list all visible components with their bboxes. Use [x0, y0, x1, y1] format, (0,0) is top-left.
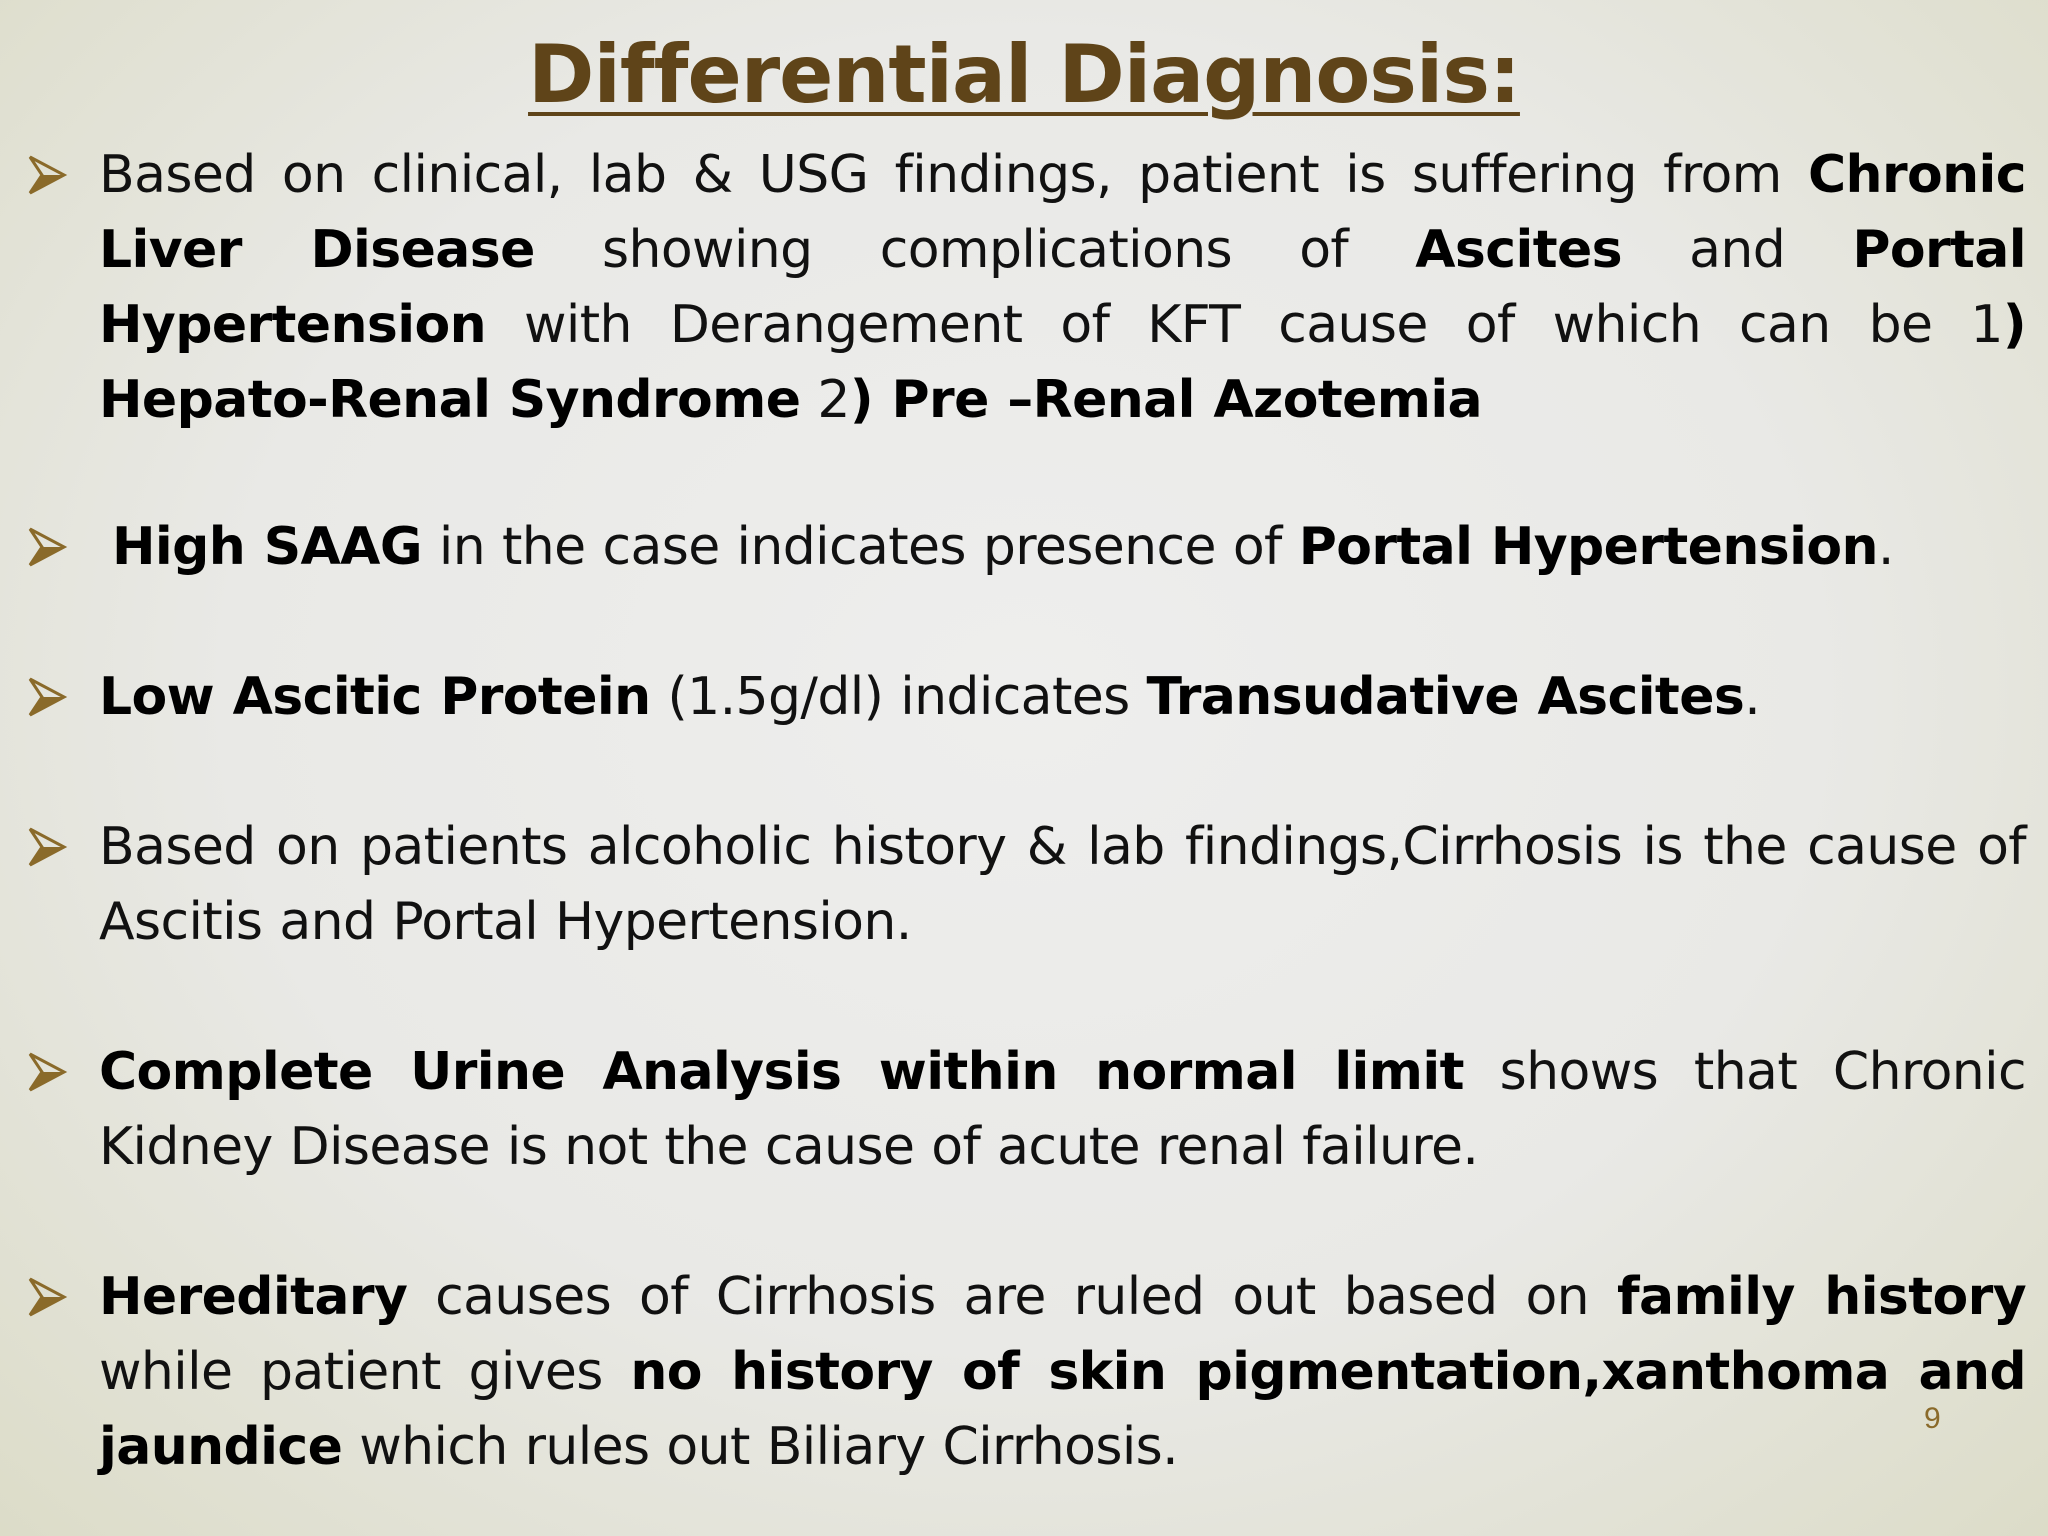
arrowhead-bullet-icon — [26, 1051, 68, 1093]
arrowhead-bullet-icon-graphic — [26, 826, 68, 868]
text-segment: while patient gives — [99, 1342, 631, 1402]
text-segment: with Derangement of KFT cause of which can be 1 — [486, 295, 2003, 355]
arrowhead-bullet-icon — [26, 676, 68, 718]
bold-text-segment: ) Hepato-Renal Syndrome — [99, 295, 2026, 430]
text-segment: (1.5g/dl) indicates — [650, 667, 1147, 727]
arrowhead-bullet-icon — [26, 154, 68, 196]
bold-text-segment: Complete Urine Analysis within normal limit — [99, 1042, 1464, 1102]
bold-text-segment: Low Ascitic Protein — [99, 667, 651, 727]
text-segment: and — [1622, 220, 1853, 280]
arrowhead-bullet-icon-graphic — [26, 676, 68, 718]
bold-text-segment: Ascites — [1415, 220, 1622, 280]
text-segment: showing complications of — [534, 220, 1416, 280]
bold-text-segment: Transudative Ascites — [1146, 667, 1745, 727]
arrowhead-bullet-icon — [26, 1276, 68, 1318]
text-segment: 2 — [800, 370, 850, 430]
text-segment: which rules out Biliary Cirrhosis. — [342, 1417, 1179, 1477]
bold-text-segment: Chronic Liver Disease — [99, 145, 2026, 280]
bold-text-segment: Hereditary — [99, 1267, 408, 1327]
text-segment: causes of Cirrhosis are ruled out based on — [407, 1267, 1617, 1327]
text-segment: in the case indicates presence of — [421, 517, 1299, 577]
arrowhead-bullet-icon-graphic — [26, 1051, 68, 1093]
bold-text-segment: family history — [1616, 1267, 2026, 1327]
bullet-text — [112, 510, 2026, 585]
text-segment: Based on clinical, lab & USG findings, patient is suffering from — [99, 145, 1808, 205]
bold-text-segment: no history of skin pigmentation,xanthoma and jaundice — [99, 1342, 2027, 1477]
arrowhead-bullet-icon — [26, 526, 68, 568]
bullet-text — [99, 138, 2026, 438]
bullet-text — [99, 660, 2026, 735]
text-segment: . — [1877, 517, 1894, 577]
slide-title-text: Differential Diagnosis: — [528, 28, 1520, 121]
text-segment: Based on patients alcoholic history & lab findings,Cirrhosis is the cause of Ascitis and Portal Hypertension. — [99, 817, 2026, 952]
bullet-text — [99, 810, 2026, 960]
arrowhead-bullet-icon — [26, 826, 68, 868]
arrowhead-bullet-icon-graphic — [26, 1276, 68, 1318]
arrowhead-bullet-icon-graphic — [26, 526, 68, 568]
bullet-text — [99, 1260, 2026, 1485]
bold-text-segment: ) Pre –Renal Azotemia — [849, 370, 1483, 430]
bold-text-segment: High SAAG — [112, 517, 422, 577]
bold-text-segment: Portal Hypertension — [1298, 517, 1878, 577]
arrowhead-bullet-icon-graphic — [26, 154, 68, 196]
bold-text-segment: Portal Hypertension — [99, 220, 2026, 355]
text-segment: . — [1744, 667, 1761, 727]
text-segment: shows that Chronic Kidney Disease is not the cause of acute renal failure. — [99, 1042, 2026, 1177]
bullet-text — [99, 1035, 2026, 1185]
page-number: 9 — [1924, 1402, 1941, 1435]
